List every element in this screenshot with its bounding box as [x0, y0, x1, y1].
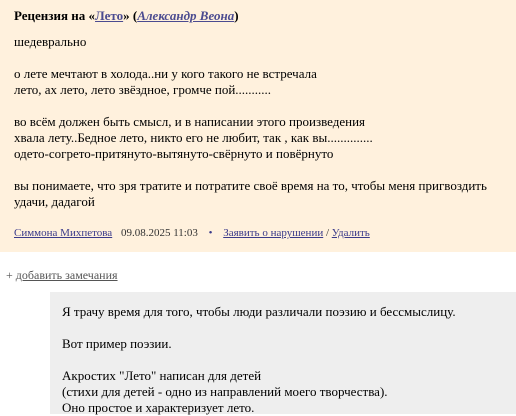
reply-paragraph	[62, 336, 516, 352]
delete-link[interactable]: Удалить	[331, 227, 370, 239]
reply-line: (стихи для детей - одно из направлений моего творчества).	[62, 384, 388, 399]
reply-paragraph	[62, 304, 516, 320]
reply-paragraph	[62, 368, 516, 416]
review-text	[14, 34, 502, 210]
review-line: одето-согрето-притянуто-вытянуто-свёрнуто и повёрнуто	[14, 146, 334, 161]
review-paragraph	[14, 34, 502, 50]
reply-line: Я трачу время для того, чтобы люди различали поэзию и бессмыслицу.	[62, 304, 456, 319]
review-title-prefix: Рецензия на «	[14, 8, 96, 23]
review-line: лето, ах лето, лето звёздное, громче пой...........	[14, 82, 272, 97]
review-line: удачи, дадагой	[14, 194, 95, 209]
reply-line: Вот пример поэзии.	[62, 336, 172, 351]
review-line: хвала лету..Бедное лето, никто его не любит, так , как вы..............	[14, 130, 373, 145]
review-title	[14, 8, 502, 24]
footer-bullet: •	[208, 227, 213, 239]
review-date: 09.08.2025 11:03	[120, 227, 198, 239]
review-paragraph	[14, 66, 502, 98]
footer-separator: /	[325, 227, 330, 239]
review-footer	[14, 226, 370, 240]
review-line: шедеврально	[14, 34, 87, 49]
add-note-link[interactable]: добавить замечания	[15, 268, 118, 282]
review-line: вы понимаете, что зря тратите и потратите своё время на то, чтобы меня пригвоздить	[14, 178, 487, 193]
review-line: во всём должен быть смысл, и в написании этого произведения	[14, 114, 366, 129]
review-line: о лете мечтают в холода..ни у кого такого не встречала	[14, 66, 317, 81]
work-title-link[interactable]: Лето	[95, 8, 124, 23]
reply-line: Акростих "Лето" написан для детей	[62, 368, 262, 383]
report-violation-link[interactable]: Заявить о нарушении	[223, 227, 324, 239]
plus-icon: +	[6, 268, 13, 282]
review-title-suffix: )	[234, 8, 239, 23]
reviewer-link[interactable]: Симмона Михпетова	[14, 227, 113, 239]
review-paragraph	[14, 178, 502, 210]
reply-line: Оно простое и характеризует лето.	[62, 400, 255, 415]
review-paragraph	[14, 114, 502, 162]
author-link[interactable]: Александр Веона	[137, 8, 235, 23]
reply-block	[50, 292, 516, 414]
add-note	[6, 268, 118, 282]
review-title-mid: » (	[123, 8, 138, 23]
